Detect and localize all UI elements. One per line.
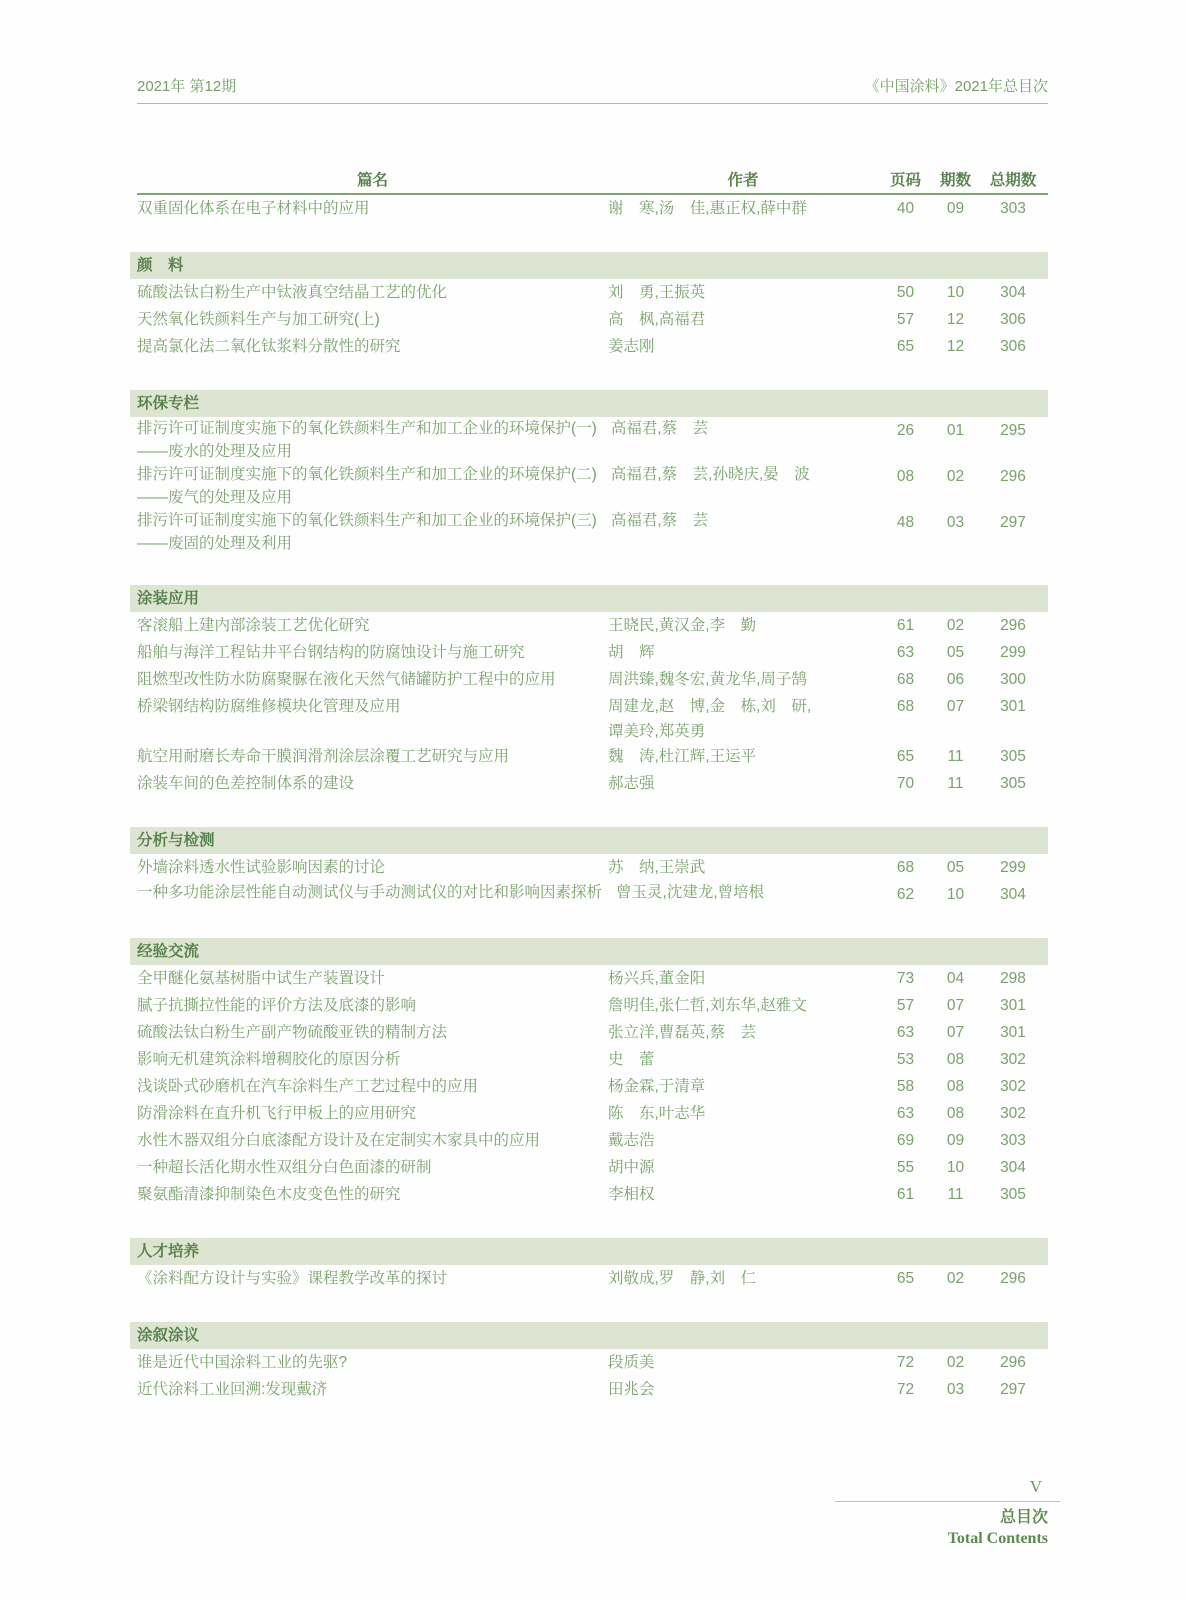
toc-row — [137, 1349, 1048, 1376]
footer-label-en: Total Contents — [947, 1530, 1048, 1547]
article-issue: 08 — [946, 1105, 965, 1122]
article-total-issue: 306 — [1000, 338, 1026, 355]
article-total-issue: 303 — [1000, 1132, 1026, 1149]
article-issue: 05 — [946, 644, 965, 661]
article-issue: 09 — [946, 200, 965, 217]
article-total-issue: 301 — [1000, 698, 1026, 715]
article-issue: 02 — [946, 1354, 965, 1371]
article-authors-line1: 王晓民,黄汉金,李 勤 — [608, 617, 757, 634]
toc-row — [137, 881, 1048, 908]
article-authors — [608, 992, 878, 1019]
toc-row — [137, 417, 1048, 463]
article-title-line — [137, 509, 878, 532]
toc-row — [137, 306, 1048, 333]
article-authors — [608, 854, 878, 881]
toc-row — [137, 1376, 1048, 1403]
article-issue: 08 — [946, 1078, 965, 1095]
toc-row — [137, 333, 1048, 360]
article-authors-line1: 戴志浩 — [608, 1132, 655, 1149]
article-authors — [608, 770, 878, 797]
article-page: 72 — [896, 1354, 915, 1371]
article-authors-line1: 苏 纳,王崇武 — [608, 859, 706, 876]
article-title: 涂装车间的色差控制体系的建设 — [137, 775, 355, 792]
article-title-line — [137, 881, 878, 904]
article-main — [137, 881, 878, 904]
article-total-issue: 295 — [1000, 422, 1026, 439]
article-title: 硫酸法钛白粉生产中钛液真空结晶工艺的优化 — [137, 284, 448, 301]
article-title: 排污许可证制度实施下的氧化铁颜料生产和加工企业的环境保护(一) — [137, 420, 597, 437]
article-authors-line1: 高 枫,高福君 — [608, 311, 706, 328]
article-total-issue: 306 — [1000, 311, 1026, 328]
toc-row — [137, 639, 1048, 666]
article-authors — [608, 965, 878, 992]
article-page: 68 — [896, 859, 915, 876]
article-title: 谁是近代中国涂料工业的先驱? — [137, 1354, 348, 1371]
toc-row — [137, 195, 1048, 222]
article-total-issue: 303 — [1000, 200, 1026, 217]
article-main — [137, 417, 878, 463]
article-authors — [608, 743, 878, 770]
article-issue: 06 — [946, 671, 965, 688]
article-page: 57 — [896, 997, 915, 1014]
article-authors-line2: 谭美玲,郑英勇 — [608, 723, 706, 740]
article-title: 排污许可证制度实施下的氧化铁颜料生产和加工企业的环境保护(三) — [137, 512, 597, 529]
article-total-issue: 305 — [1000, 1186, 1026, 1203]
article-total-issue: 296 — [1000, 1354, 1026, 1371]
article-page: 70 — [896, 775, 915, 792]
toc-row — [137, 463, 1048, 509]
journal-title-label: 《中国涂料》2021年总目次 — [864, 78, 1048, 95]
column-header-authors: 作者 — [727, 172, 759, 189]
article-authors-line1: 段质美 — [608, 1354, 655, 1371]
article-authors — [608, 279, 878, 306]
article-authors-line1: 史 蕾 — [608, 1051, 655, 1068]
article-authors: 曾玉灵,沈建龙,曾培根 — [616, 884, 765, 901]
article-issue: 12 — [946, 338, 965, 355]
article-title: 桥梁钢结构防腐维修模块化管理及应用 — [137, 698, 401, 715]
section-heading: 涂叙涂议 — [130, 1322, 1048, 1349]
toc-row — [137, 612, 1048, 639]
column-header-issue: 期数 — [939, 172, 971, 189]
article-authors-line1: 田兆会 — [608, 1381, 655, 1398]
article-page: 69 — [896, 1132, 915, 1149]
article-page: 65 — [896, 1270, 915, 1287]
article-subtitle: ——废固的处理及利用 — [137, 535, 293, 552]
article-page: 08 — [896, 468, 915, 485]
section-heading: 环保专栏 — [130, 390, 1048, 417]
article-authors: 高福君,蔡 芸,孙晓庆,晏 波 — [610, 466, 810, 483]
article-page: 55 — [896, 1159, 915, 1176]
article-authors-line1: 周洪臻,魏冬宏,黄龙华,周子鹄 — [608, 671, 807, 688]
article-authors — [608, 1019, 878, 1046]
article-title: 排污许可证制度实施下的氧化铁颜料生产和加工企业的环境保护(二) — [137, 466, 597, 483]
article-authors — [608, 639, 878, 666]
article-authors-line1: 郝志强 — [608, 775, 655, 792]
page-footer — [835, 1476, 1060, 1550]
article-total-issue: 305 — [1000, 748, 1026, 765]
article-page: 72 — [896, 1381, 915, 1398]
toc-row — [137, 1073, 1048, 1100]
table-header-row — [137, 168, 1048, 195]
toc-row — [137, 279, 1048, 306]
article-issue: 01 — [946, 422, 965, 439]
article-authors-line1: 刘敬成,罗 静,刘 仁 — [608, 1270, 757, 1287]
toc-row — [137, 1181, 1048, 1208]
article-authors: 高福君,蔡 芸 — [610, 420, 709, 437]
toc-row — [137, 992, 1048, 1019]
article-title: 《涂料配方设计与实验》课程教学改革的探讨 — [137, 1270, 448, 1287]
section-heading: 人才培养 — [130, 1238, 1048, 1265]
article-authors — [608, 612, 878, 639]
article-issue: 10 — [946, 886, 965, 903]
toc-row — [137, 1100, 1048, 1127]
toc-row — [137, 693, 1048, 743]
article-page: 40 — [896, 200, 915, 217]
toc-table — [137, 168, 1048, 1403]
toc-row — [137, 1019, 1048, 1046]
article-issue: 09 — [946, 1132, 965, 1149]
article-total-issue: 300 — [1000, 671, 1026, 688]
article-title: 双重固化体系在电子材料中的应用 — [137, 200, 370, 217]
article-authors-line1: 张立洋,曹磊英,蔡 芸 — [608, 1024, 757, 1041]
article-authors-line1: 陈 东,叶志华 — [608, 1105, 706, 1122]
article-issue: 08 — [946, 1051, 965, 1068]
article-authors — [608, 1154, 878, 1181]
article-authors — [608, 306, 878, 333]
article-authors — [608, 1046, 878, 1073]
article-authors — [608, 1181, 878, 1208]
article-authors — [608, 333, 878, 360]
table-body — [137, 195, 1048, 1403]
column-header-total: 总期数 — [989, 172, 1037, 189]
article-subtitle: ——废水的处理及应用 — [137, 443, 293, 460]
article-page: 73 — [896, 970, 915, 987]
article-title: 防滑涂料在直升机飞行甲板上的应用研究 — [137, 1105, 417, 1122]
article-issue: 11 — [947, 775, 964, 792]
article-authors-line1: 魏 涛,杜江辉,王运平 — [608, 748, 757, 765]
article-issue: 07 — [946, 698, 965, 715]
article-page: 68 — [896, 698, 915, 715]
issue-label: 2021年 第12期 — [137, 78, 237, 95]
page-number: V — [1029, 1477, 1042, 1496]
article-issue: 04 — [946, 970, 965, 987]
article-issue: 03 — [946, 514, 965, 531]
article-total-issue: 296 — [1000, 468, 1026, 485]
article-total-issue: 304 — [1000, 1159, 1026, 1176]
article-title-line — [137, 417, 878, 440]
section-heading: 颜 料 — [130, 252, 1048, 279]
article-authors-line1: 谢 寒,汤 佳,惠正权,薛中群 — [608, 200, 807, 217]
article-page: 63 — [896, 1024, 915, 1041]
article-authors-line1: 杨兴兵,董金阳 — [608, 970, 706, 987]
toc-row — [137, 1127, 1048, 1154]
article-main — [137, 463, 878, 509]
article-subtitle: ——废气的处理及应用 — [137, 489, 293, 506]
article-total-issue: 297 — [1000, 1381, 1026, 1398]
article-authors — [608, 1127, 878, 1154]
article-total-issue: 302 — [1000, 1105, 1026, 1122]
article-authors — [608, 693, 878, 743]
article-title: 天然氧化铁颜料生产与加工研究(上) — [137, 311, 380, 328]
section-heading: 涂装应用 — [130, 585, 1048, 612]
article-authors-line1: 詹明佳,张仁哲,刘东华,赵雅文 — [608, 997, 807, 1014]
article-page: 63 — [896, 644, 915, 661]
article-page: 62 — [896, 886, 915, 903]
running-head — [137, 78, 1048, 104]
footer-label-cn: 总目次 — [999, 1509, 1048, 1526]
article-page: 58 — [896, 1078, 915, 1095]
article-page: 61 — [896, 1186, 915, 1203]
section-heading: 分析与检测 — [130, 827, 1048, 854]
article-title: 一种多功能涂层性能自动测试仪与手动测试仪的对比和影响因素探析 — [137, 884, 603, 901]
article-total-issue: 304 — [1000, 886, 1026, 903]
article-authors: 高福君,蔡 芸 — [610, 512, 709, 529]
article-authors-line1: 胡中源 — [608, 1159, 655, 1176]
article-total-issue: 302 — [1000, 1078, 1026, 1095]
toc-row — [137, 1265, 1048, 1292]
article-title: 一种超长活化期水性双组分白色面漆的研制 — [137, 1159, 432, 1176]
toc-row — [137, 1154, 1048, 1181]
article-total-issue: 299 — [1000, 644, 1026, 661]
article-authors — [608, 1265, 878, 1292]
article-title: 客滚船上建内部涂装工艺优化研究 — [137, 617, 370, 634]
article-authors — [608, 1376, 878, 1403]
article-issue: 12 — [946, 311, 965, 328]
article-issue: 07 — [946, 997, 965, 1014]
article-page: 50 — [896, 284, 915, 301]
article-total-issue: 299 — [1000, 859, 1026, 876]
article-authors — [608, 1349, 878, 1376]
column-header-page: 页码 — [889, 172, 921, 189]
article-total-issue: 301 — [1000, 1024, 1026, 1041]
article-page: 61 — [896, 617, 915, 634]
article-total-issue: 305 — [1000, 775, 1026, 792]
article-authors — [608, 666, 878, 693]
article-title: 影响无机建筑涂料增稠胶化的原因分析 — [137, 1051, 401, 1068]
article-issue: 11 — [947, 1186, 964, 1203]
article-page: 65 — [896, 338, 915, 355]
article-title: 近代涂料工业回溯:发现戴济 — [137, 1381, 328, 1398]
article-issue: 05 — [946, 859, 965, 876]
article-total-issue: 301 — [1000, 997, 1026, 1014]
article-authors-line1: 周建龙,赵 博,金 栋,刘 研, — [608, 698, 812, 715]
article-title-line — [137, 463, 878, 486]
toc-row — [137, 965, 1048, 992]
toc-row — [137, 743, 1048, 770]
article-issue: 07 — [946, 1024, 965, 1041]
article-total-issue: 296 — [1000, 1270, 1026, 1287]
article-issue: 10 — [946, 1159, 965, 1176]
article-title: 外墙涂料透水性试验影响因素的讨论 — [137, 859, 386, 876]
article-total-issue: 304 — [1000, 284, 1026, 301]
article-issue: 11 — [947, 748, 964, 765]
article-title: 阻燃型改性防水防腐聚脲在液化天然气储罐防护工程中的应用 — [137, 671, 556, 688]
article-page: 26 — [896, 422, 915, 439]
article-title: 聚氨酯清漆抑制染色木皮变色性的研究 — [137, 1186, 401, 1203]
article-authors-line1: 李相权 — [608, 1186, 655, 1203]
toc-row — [137, 770, 1048, 797]
article-page: 65 — [896, 748, 915, 765]
article-page: 68 — [896, 671, 915, 688]
article-authors-line1: 杨金霖,于清章 — [608, 1078, 706, 1095]
article-total-issue: 296 — [1000, 617, 1026, 634]
article-total-issue: 297 — [1000, 514, 1026, 531]
toc-row — [137, 854, 1048, 881]
article-main — [137, 509, 878, 555]
article-title: 浅谈卧式砂磨机在汽车涂料生产工艺过程中的应用 — [137, 1078, 479, 1095]
article-page: 53 — [896, 1051, 915, 1068]
article-title: 水性木器双组分白底漆配方设计及在定制实木家具中的应用 — [137, 1132, 541, 1149]
article-issue: 10 — [946, 284, 965, 301]
article-title: 硫酸法钛白粉生产副产物硫酸亚铁的精制方法 — [137, 1024, 448, 1041]
article-page: 57 — [896, 311, 915, 328]
article-authors-line1: 胡 辉 — [608, 644, 655, 661]
toc-row — [137, 1046, 1048, 1073]
article-title: 提高氯化法二氧化钛浆料分散性的研究 — [137, 338, 401, 355]
article-authors — [608, 1100, 878, 1127]
toc-row — [137, 509, 1048, 555]
article-page: 48 — [896, 514, 915, 531]
article-title: 全甲醚化氨基树脂中试生产装置设计 — [137, 970, 386, 987]
article-issue: 02 — [946, 1270, 965, 1287]
article-issue: 03 — [946, 1381, 965, 1398]
article-total-issue: 298 — [1000, 970, 1026, 987]
article-issue: 02 — [946, 468, 965, 485]
article-authors-line1: 刘 勇,王振英 — [608, 284, 706, 301]
toc-row — [137, 666, 1048, 693]
article-authors-line1: 姜志刚 — [608, 338, 655, 355]
article-issue: 02 — [946, 617, 965, 634]
article-authors — [608, 195, 878, 222]
article-total-issue: 302 — [1000, 1051, 1026, 1068]
footer-divider — [835, 1501, 1060, 1502]
article-title: 船舶与海洋工程钻井平台钢结构的防腐蚀设计与施工研究 — [137, 644, 525, 661]
article-title: 航空用耐磨长寿命干膜润滑剂涂层涂覆工艺研究与应用 — [137, 748, 510, 765]
column-header-title: 篇名 — [356, 172, 388, 189]
article-page: 63 — [896, 1105, 915, 1122]
article-authors — [608, 1073, 878, 1100]
section-heading: 经验交流 — [130, 938, 1048, 965]
article-title: 腻子抗撕拉性能的评价方法及底漆的影响 — [137, 997, 417, 1014]
